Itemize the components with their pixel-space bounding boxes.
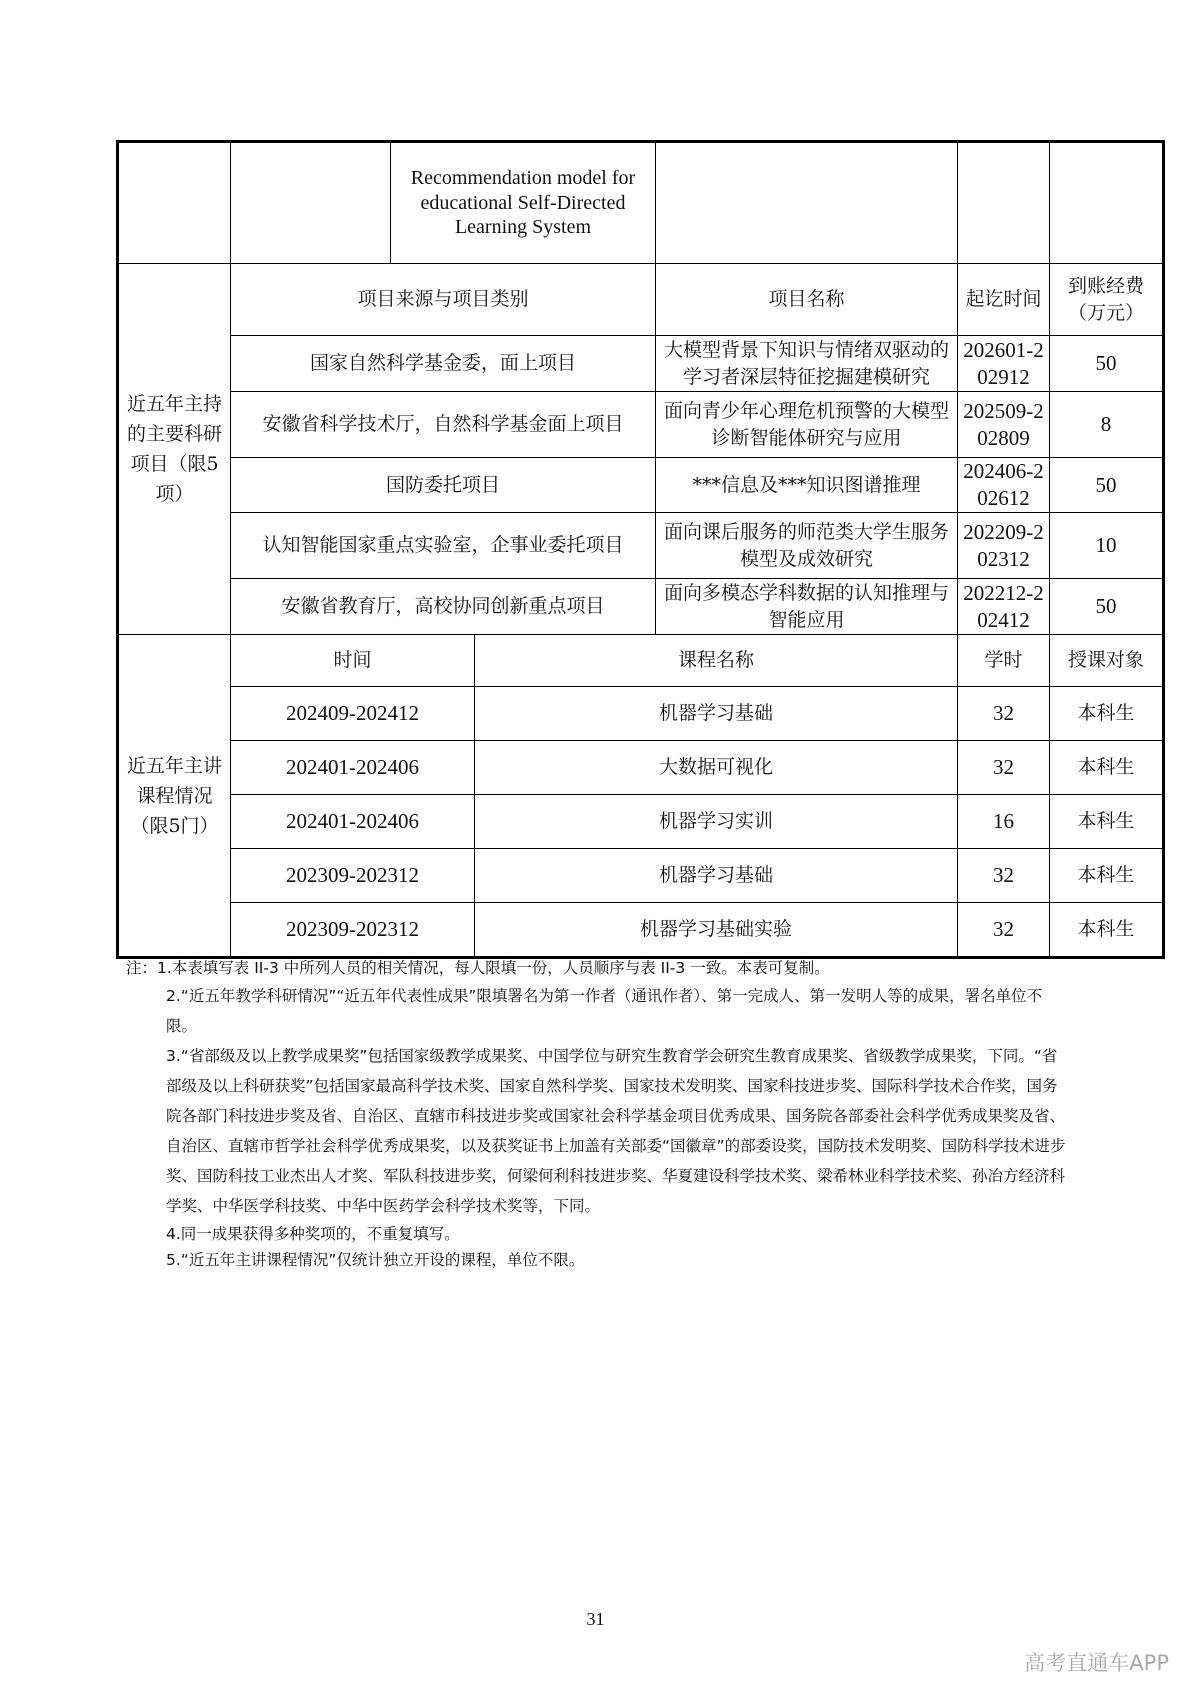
continuation-empty-cell (231, 142, 391, 264)
course-hours: 16 (958, 795, 1050, 849)
course-row (118, 849, 1164, 903)
course-row (118, 741, 1164, 795)
research-funding: 50 (1050, 579, 1164, 635)
research-source: 安徽省教育厅，高校协同创新重点项目 (231, 579, 656, 635)
course-hours: 32 (958, 903, 1050, 958)
research-source: 安徽省科学技术厅，自然科学基金面上项目 (231, 392, 656, 458)
research-row (118, 458, 1164, 513)
note-item: 5.“近五年主讲课程情况”仅统计独立开设的课程，单位不限。 (166, 1251, 585, 1269)
header-funding: 到账经费（万元） (1050, 264, 1164, 336)
research-source: 国防委托项目 (231, 458, 656, 513)
course-time: 202409-202412 (231, 687, 475, 741)
header-period: 起讫时间 (958, 264, 1050, 336)
continuation-empty-cell (118, 142, 231, 264)
research-header-row (118, 264, 1164, 336)
course-time: 202309-202312 (231, 903, 475, 958)
research-period: 202601-202912 (958, 336, 1050, 392)
course-row (118, 687, 1164, 741)
header-source: 项目来源与项目类别 (231, 264, 656, 336)
research-funding: 50 (1050, 458, 1164, 513)
profile-table (116, 140, 1165, 959)
research-source: 国家自然科学基金委，面上项目 (231, 336, 656, 392)
course-name: 机器学习实训 (475, 795, 958, 849)
header-hours: 学时 (958, 635, 1050, 687)
course-audience: 本科生 (1050, 741, 1164, 795)
header-project-name: 项目名称 (656, 264, 958, 336)
course-audience: 本科生 (1050, 903, 1164, 958)
watermark: 高考直通车APP (1024, 1651, 1169, 1675)
research-name: 面向青少年心理危机预警的大模型诊断智能体研究与应用 (656, 392, 958, 458)
header-course: 课程名称 (475, 635, 958, 687)
research-name: 大模型背景下知识与情绪双驱动的学习者深层特征挖掘建模研究 (656, 336, 958, 392)
course-audience: 本科生 (1050, 795, 1164, 849)
research-source: 认知智能国家重点实验室，企事业委托项目 (231, 513, 656, 579)
header-time: 时间 (231, 635, 475, 687)
course-hours: 32 (958, 849, 1050, 903)
continuation-empty-cell (1050, 142, 1164, 264)
course-name: 机器学习基础 (475, 687, 958, 741)
research-period: 202509-202809 (958, 392, 1050, 458)
page-number: 31 (586, 1609, 605, 1629)
course-audience: 本科生 (1050, 849, 1164, 903)
english-title-cell: Recommendation model for educational Self-Directed Learning System (391, 142, 656, 264)
research-row (118, 579, 1164, 635)
course-hours: 32 (958, 741, 1050, 795)
research-name: 面向课后服务的师范类大学生服务模型及成效研究 (656, 513, 958, 579)
research-funding: 8 (1050, 392, 1164, 458)
note-item: 注：1.本表填写表 II-3 中所列人员的相关情况，每人限填一份，人员顺序与表 II-3 一致。本表可复制。 (126, 959, 830, 977)
research-funding: 10 (1050, 513, 1164, 579)
note-item: 2.“近五年教学科研情况”“近五年代表性成果”限填署名为第一作者（通讯作者）、第一完成人、第一发明人等的成果，署名单位不限。 (166, 987, 1043, 1035)
continuation-empty-cell (958, 142, 1050, 264)
research-row (118, 336, 1164, 392)
research-name: ***信息及***知识图谱推理 (656, 458, 958, 513)
course-row (118, 795, 1164, 849)
course-section-label: 近五年主讲课程情况（限5门） (118, 635, 231, 958)
notes-block (126, 955, 1071, 1273)
research-period: 202406-202612 (958, 458, 1050, 513)
course-name: 大数据可视化 (475, 741, 958, 795)
header-audience: 授课对象 (1050, 635, 1164, 687)
course-time: 202401-202406 (231, 741, 475, 795)
course-header-row (118, 635, 1164, 687)
course-name: 机器学习基础 (475, 849, 958, 903)
course-time: 202309-202312 (231, 849, 475, 903)
research-row (118, 513, 1164, 579)
note-item: 4.同一成果获得多种奖项的，不重复填写。 (166, 1225, 460, 1243)
research-period: 202212-202412 (958, 579, 1050, 635)
course-hours: 32 (958, 687, 1050, 741)
research-period: 202209-202312 (958, 513, 1050, 579)
course-audience: 本科生 (1050, 687, 1164, 741)
note-item: 3.“省部级及以上教学成果奖”包括国家级教学成果奖、中国学位与研究生教育学会研究生教育成果奖、省级教学成果奖，下同。“省部级及以上科研获奖”包括国家最高科学技术奖、国家自然科学奖、国家技术发明奖、国家科技进步奖、国际科学技术合作奖，国务院各部门科技进步奖及省、自治区、直辖市科技进步奖或国家社会科学基金项目优秀成果、国务院各部委社会科学优秀成果奖及省、自治区、直辖市哲学社会科学优秀成果奖，以及获奖证书上加盖有关部委“国徽章”的部委设奖，国防技术发明奖、国防科学技术进步奖、国防科技工业杰出人才奖、军队科技进步奖，何梁何利科技进步奖、华夏建设科学技术奖、梁希林业科学技术奖、孙冶方经济科学奖、中华医学科技奖、中华中医药学会科学技术奖等，下同。 (166, 1047, 1066, 1215)
research-section-label: 近五年主持的主要科研项目（限5项） (118, 264, 231, 635)
course-name: 机器学习基础实验 (475, 903, 958, 958)
course-row (118, 903, 1164, 958)
research-funding: 50 (1050, 336, 1164, 392)
continuation-empty-cell (656, 142, 958, 264)
research-name: 面向多模态学科数据的认知推理与智能应用 (656, 579, 958, 635)
research-row (118, 392, 1164, 458)
continuation-row (118, 142, 1164, 264)
course-time: 202401-202406 (231, 795, 475, 849)
